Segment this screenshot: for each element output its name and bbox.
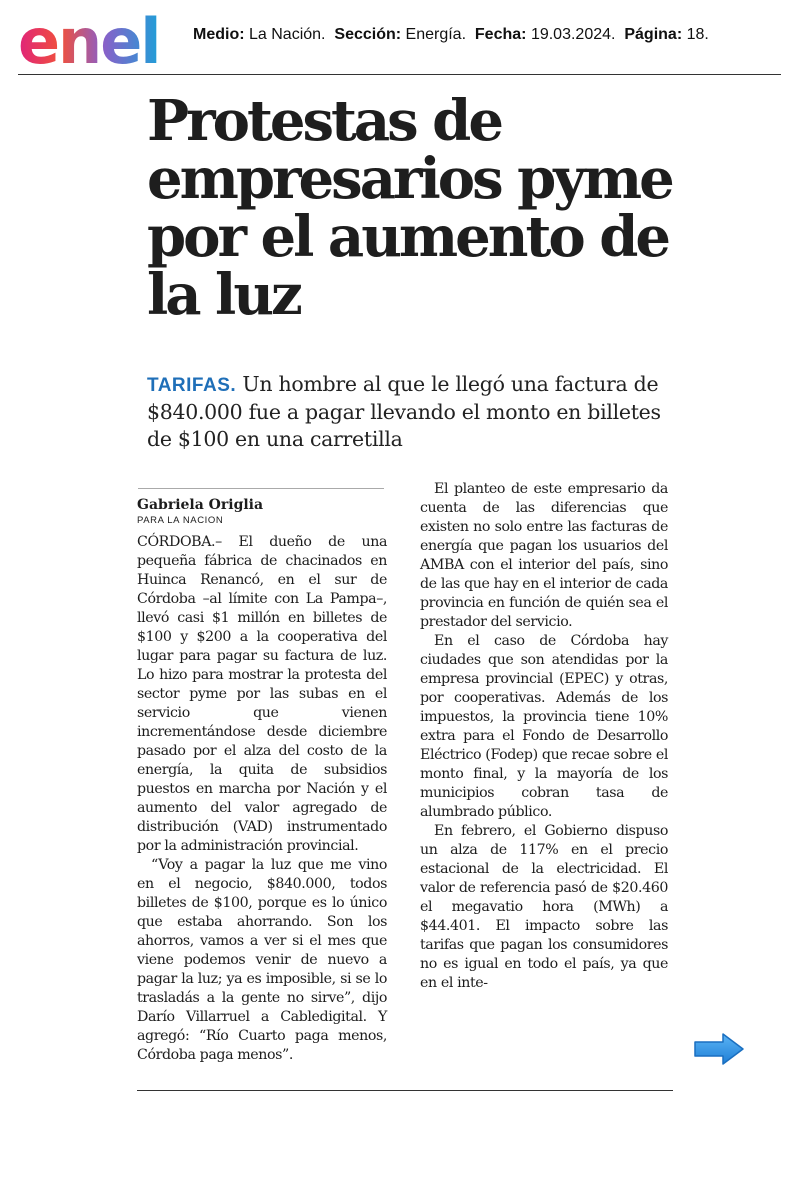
svg-text:enel: enel: [18, 8, 160, 70]
deck-tag: TARIFAS.: [147, 375, 237, 396]
article-headline: Protestas de empresarios pyme por el aumento de la luz: [147, 88, 672, 328]
fecha-value: 19.03.2024.: [530, 26, 616, 43]
footer-divider: [137, 1090, 673, 1091]
fecha-label: Fecha:: [474, 26, 527, 43]
seccion-label: Sección:: [334, 26, 402, 43]
deck-text: Un hombre al que le llegó una factura de $840.000 fue a pagar llevando el monto en billetes de $100 en una carretilla: [147, 372, 661, 451]
article-deck: [147, 371, 667, 453]
pagina-label: Página:: [624, 26, 683, 43]
byline-sub: PARA LA NACION: [137, 515, 224, 526]
paragraph: En el caso de Córdoba hay ciudades que son atendidas por la empresa provincial (EPEC) y otras, por cooperativas. Además de los impuestos, la provincia tiene 10% extra para el Fondo de Desarrollo Eléctrico (Fodep) que recae sobre el monto final, y la mayoría de los municipios cobran tasa de alumbrado público.: [420, 633, 668, 820]
paragraph: “Voy a pagar la luz que me vino en el negocio, $840.000, todos billetes de $100, porque es lo único que estaba ahorrando. Son los ahorros, vamos a ver si el mes que viene podemos venir de nuevo a pagar la luz; ya es imposible, si se lo trasladás a la gente no sirve”, dijo Darío Villarruel a Cabledigital. Y agregó: “Río Cuarto paga menos, Córdoba paga menos”.: [137, 857, 387, 1063]
medio-label: Medio:: [193, 26, 245, 43]
enel-logo: [16, 8, 176, 70]
header-divider: [18, 74, 781, 75]
arrow-right-icon[interactable]: [693, 1031, 745, 1067]
paragraph: El planteo de este empresario da cuenta de las diferencias que existen no solo entre las facturas de energía que pagan los usuarios del AMBA con el interior del país, sino de las que hay en el interior de cada provincia en función de quién sea el prestador del servicio.: [420, 481, 668, 630]
medio-value: La Nación.: [249, 26, 326, 43]
byline-divider: [138, 488, 384, 489]
press-metadata: [193, 26, 793, 44]
header: [0, 0, 800, 76]
byline: Gabriela Origlia: [137, 497, 264, 513]
pagina-value: 18.: [686, 26, 709, 43]
seccion-value: Energía.: [405, 26, 467, 43]
paragraph: En febrero, el Gobierno dispuso un alza de 117% en el precio estacional de la electricidad. El valor de referencia pasó de $20.460 el megavatio hora (MWh) a $44.401. El impacto sobre las tarifas que pagan los consumidores no es igual en todo el país, ya que en el inte-: [420, 823, 668, 991]
paragraph: CÓRDOBA.– El dueño de una pequeña fábrica de chacinados en Huinca Renancó, en el sur de Córdoba –al límite con La Pampa–, llevó casi $1 millón en billetes de $100 y $200 a la cooperativa del lugar para pagar su factura de luz. Lo hizo para mostrar la protesta del sector pyme por las subas en el servicio que vienen incrementándose desde diciembre pasado por el alza del costo de la energía, la quita de subsidios puestos en marcha por Nación y el aumento del valor agregado de distribución (VAD) instrumentado por la administración provincial.: [137, 534, 387, 854]
article-column-right: [420, 480, 668, 993]
article-column-left: [137, 496, 387, 1065]
